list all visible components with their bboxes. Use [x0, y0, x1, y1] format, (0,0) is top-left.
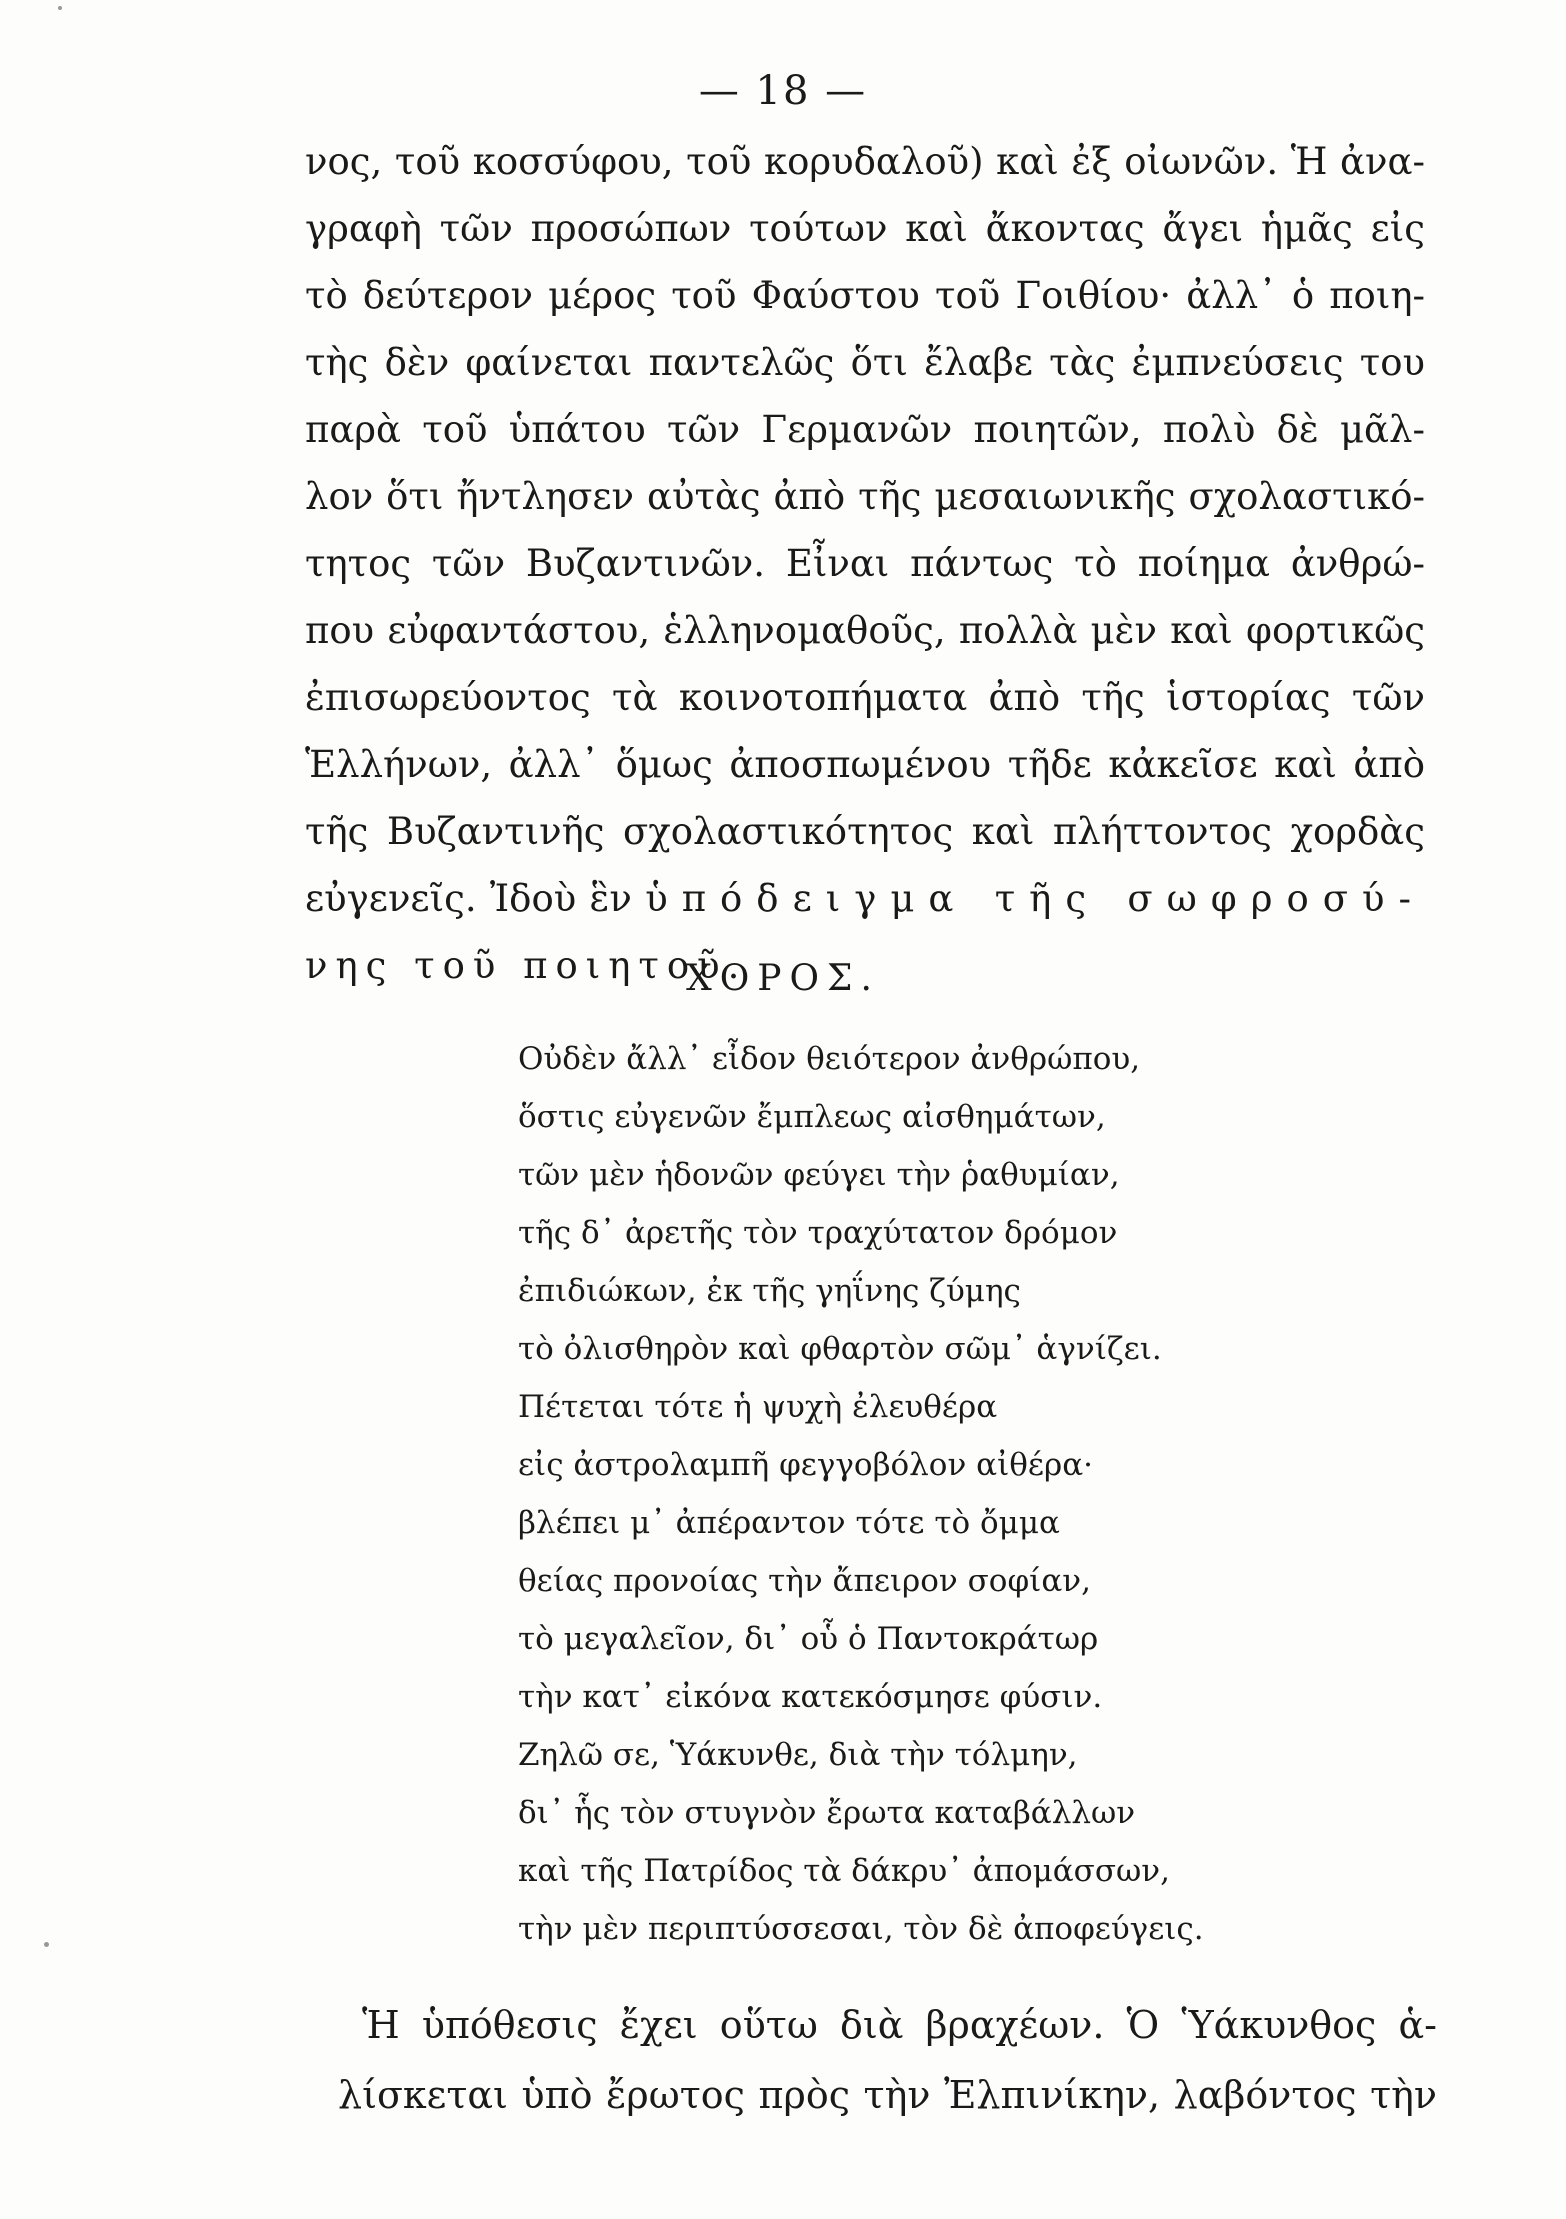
prose-line: νος, τοῦ κοσσύφου, τοῦ κορυδαλοῦ) καὶ ἐξ οἰωνῶν. Ἡ ἀνα- [305, 140, 1425, 183]
chorus-heading: ΧΟΡΟΣ. [686, 958, 880, 999]
poem-verse: τὴν μὲν περιπτύσσεσαι, τὸν δὲ ἀποφεύγεις. [518, 1911, 1204, 1947]
poem-verse: Οὐδὲν ἄλλ᾽ εἶδον θειότερον ἀνθρώπου, [518, 1041, 1141, 1077]
poem-verse: καὶ τῆς Πατρίδος τὰ δάκρυ᾽ ἀπομάσσων, [518, 1853, 1170, 1889]
poem-verse: τῶν μὲν ἡδονῶν φεύγει τὴν ῥαθυμίαν, [518, 1157, 1120, 1193]
scan-speck [44, 1942, 49, 1947]
poem-verse: Ζηλῶ σε, Ὑάκυνθε, διὰ τὴν τόλμην, [518, 1737, 1078, 1773]
prose-paragraph [305, 128, 1435, 999]
prose-line: τὴς δὲν φαίνεται παντελῶς ὅτι ἔλαβε τὰς ἐμπνεύσεις του [305, 341, 1425, 384]
poem-verse: τὸ ὀλισθηρὸν καὶ φθαρτὸν σῶμ᾽ ἁγνίζει. [518, 1331, 1162, 1367]
poem-verse: τὴν κατ᾽ εἰκόνα κατεκόσμησε φύσιν. [518, 1679, 1103, 1715]
spaced-emphasis: ὑπόδειγμα τῆς σωφροσύ- [645, 877, 1425, 920]
prose-line: παρὰ τοῦ ὑπάτου τῶν Γερμανῶν ποιητῶν, πολὺ δὲ μᾶλ- [305, 408, 1425, 451]
prose-line: τῆς Βυζαντινῆς σχολαστικότητος καὶ πλήττοντος χορδὰς [305, 810, 1425, 853]
closing-paragraph [338, 1990, 1442, 2130]
prose-line-lead: εὐγενεῖς. Ἰδοὺ ἓν [305, 877, 632, 920]
prose-line: λον ὅτι ἤντλησεν αὐτὰς ἀπὸ τῆς μεσαιωνικῆς σχολαστικό- [305, 475, 1425, 518]
poem-verse: ὅστις εὐγενῶν ἔμπλεως αἰσθημάτων, [518, 1099, 1106, 1135]
prose-line: τητος τῶν Βυζαντινῶν. Εἶναι πάντως τὸ ποίημα ἀνθρώ- [305, 542, 1425, 585]
page-number: — 18 — [698, 68, 868, 114]
prose-line: ἐπισωρεύοντος τὰ κοινοτοπήματα ἀπὸ τῆς ἱστορίας τῶν [305, 676, 1425, 719]
closing-line: Ἡ ὑπόθεσις ἔχει οὕτω διὰ βραχέων. Ὁ Ὑάκυνθος ἁ- [362, 2003, 1437, 2047]
poem-verse: ἐπιδιώκων, ἐκ τῆς γηΐνης ζύμης [518, 1273, 1021, 1309]
chorus-poem [518, 1030, 1338, 1958]
poem-verse: εἰς ἀστρολαμπῆ φεγγοβόλον αἰθέρα· [518, 1447, 1093, 1483]
prose-line: γραφὴ τῶν προσώπων τούτων καὶ ἄκοντας ἄγει ἡμᾶς εἰς [305, 207, 1425, 250]
poem-verse: τὸ μεγαλεῖον, δι᾽ οὗ ὁ Παντοκράτωρ [518, 1621, 1099, 1657]
poem-verse: βλέπει μ᾽ ἀπέραντον τότε τὸ ὄμμα [518, 1505, 1060, 1541]
prose-line: Ἑλλήνων, ἀλλ᾽ ὅμως ἀποσπωμένου τῆδε κἀκεῖσε καὶ ἀπὸ [305, 743, 1425, 786]
prose-line-spaced-end: νης τοῦ ποιητοῦ. [305, 944, 748, 987]
prose-line: που εὐφαντάστου, ἑλληνομαθοῦς, πολλὰ μὲν καὶ φορτικῶς [305, 609, 1425, 652]
poem-verse: θείας προνοίας τὴν ἄπειρον σοφίαν, [518, 1563, 1091, 1599]
scan-speck [58, 6, 62, 10]
poem-verse: δι᾽ ἧς τὸν στυγνὸν ἔρωτα καταβάλλων [518, 1795, 1136, 1831]
prose-line-example-intro [305, 865, 1425, 932]
closing-line: λίσκεται ὑπὸ ἔρωτος πρὸς τὴν Ἐλπινίκην, λαβόντος τὴν [338, 2073, 1437, 2117]
poem-verse: Πέτεται τότε ἡ ψυχὴ ἐλευθέρα [518, 1389, 998, 1425]
poem-verse: τῆς δ᾽ ἀρετῆς τὸν τραχύτατον δρόμον [518, 1215, 1118, 1251]
prose-line: τὸ δεύτερον μέρος τοῦ Φαύστου τοῦ Γοιθίου· ἀλλ᾽ ὁ ποιη- [305, 274, 1425, 317]
